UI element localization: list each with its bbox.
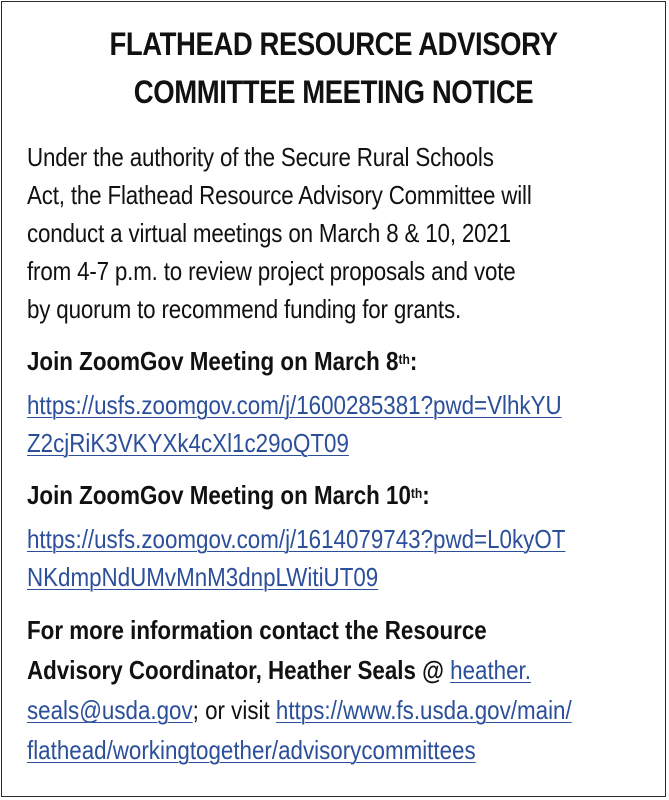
contact-line-1: For more information contact the Resource (27, 615, 487, 645)
intro-paragraph (27, 138, 646, 328)
contact-line-4 (27, 730, 646, 770)
contact-website-link-part-1[interactable]: https://www.fs.usda.gov/main/ (275, 695, 572, 725)
intro-line: by quorum to recommend funding for grants. (27, 294, 462, 324)
meeting-notice (1, 1, 666, 797)
meeting-1-heading-colon: : (409, 346, 418, 376)
meeting-2-link-line-2[interactable]: NKdmpNdUMvMnM3dnpLWitiUT09 (27, 562, 379, 592)
contact-coordinator-text: Advisory Coordinator, Heather Seals @ (27, 655, 451, 685)
meeting-2-link-block (27, 520, 646, 596)
contact-website-link-part-2[interactable]: flathead/workingtogether/advisorycommittees (27, 735, 476, 765)
contact-email-link-part-1[interactable]: heather. (450, 655, 531, 685)
notice-title-line-1: FLATHEAD RESOURCE ADVISORY (109, 26, 558, 62)
meeting-1-heading (27, 342, 646, 380)
meeting-1-link-line-1[interactable]: https://usfs.zoomgov.com/j/1600285381?pwd=VlhkYU (27, 390, 562, 420)
notice-title (48, 20, 618, 116)
intro-line: Act, the Flathead Resource Advisory Committee will (27, 180, 532, 210)
meeting-2-link-line-1[interactable]: https://usfs.zoomgov.com/j/1614079743?pwd=L0kyOT (27, 524, 566, 554)
intro-line: conduct a virtual meetings on March 8 & 10, 2021 (27, 218, 511, 248)
contact-email-link-part-2[interactable]: seals@usda.gov (27, 695, 193, 725)
notice-content (27, 138, 646, 770)
contact-line-3 (27, 690, 646, 730)
meeting-1-zoom-link[interactable] (27, 386, 646, 462)
meeting-1-heading-suffix: th (398, 351, 410, 367)
meeting-2-heading-suffix: th (410, 485, 423, 501)
meeting-1-link-block (27, 386, 646, 462)
meeting-1-link-line-2[interactable]: Z2cjRiK3VKYXk4cXl1c29oQT09 (27, 428, 349, 458)
contact-line-2 (27, 650, 646, 690)
meeting-2-zoom-link[interactable] (27, 520, 646, 596)
meeting-2-heading (27, 476, 646, 514)
meeting-1-heading-text: Join ZoomGov Meeting on March 8 (27, 346, 399, 376)
contact-paragraph (27, 610, 646, 770)
meeting-2-heading-text: Join ZoomGov Meeting on March 10 (27, 480, 411, 510)
intro-line: Under the authority of the Secure Rural Schools (27, 142, 494, 172)
notice-title-line-2: COMMITTEE MEETING NOTICE (133, 74, 534, 110)
contact-visit-text: ; or visit (192, 695, 276, 725)
meeting-2-heading-colon: : (422, 480, 430, 510)
intro-line: from 4-7 p.m. to review project proposals and vote (27, 256, 516, 286)
